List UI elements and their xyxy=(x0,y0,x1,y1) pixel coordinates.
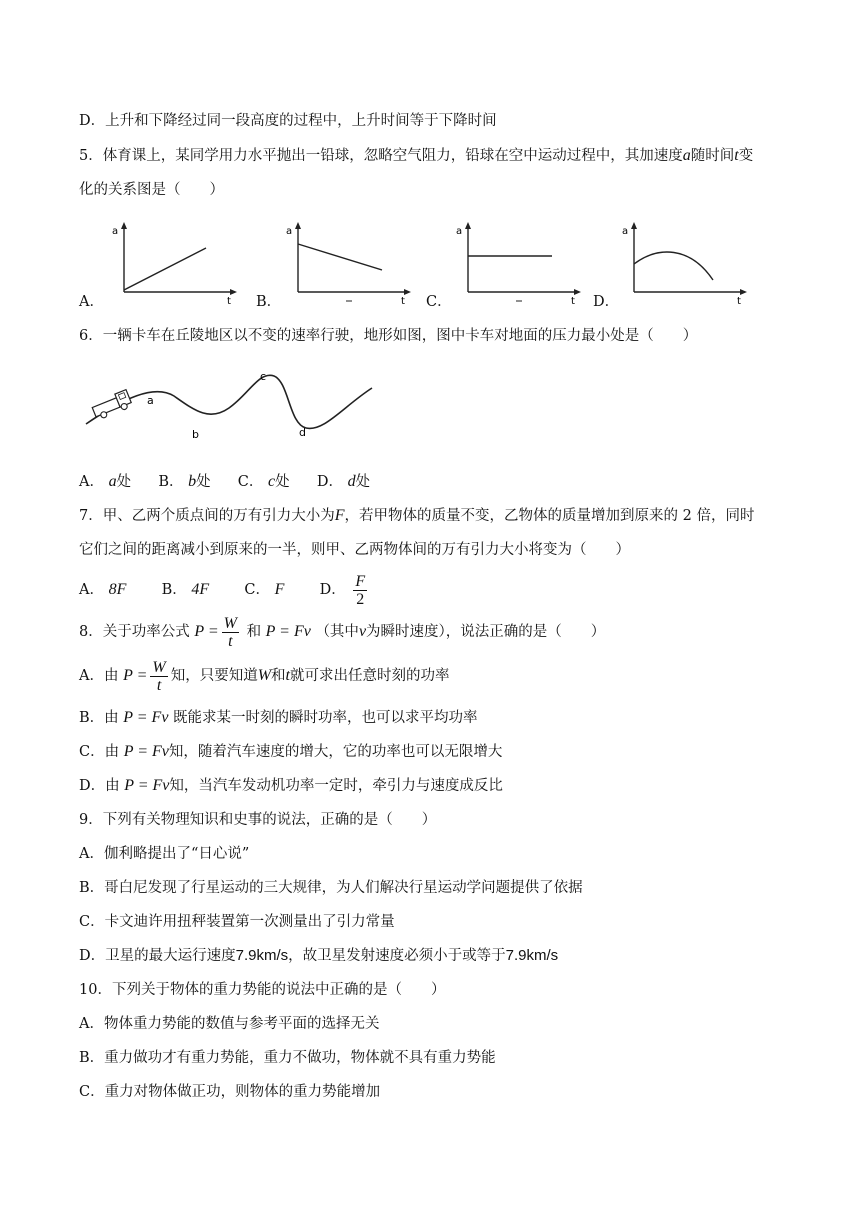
q6-point-c: c xyxy=(260,370,267,383)
q5-axis-x-label: t xyxy=(401,296,405,304)
q9-d-speed2: 7.9km/s xyxy=(505,947,559,964)
q7-option-b-label: B． xyxy=(161,582,187,598)
q4-option-d: D．上升和下降经过同一段高度的过程中，上升时间等于下降时间 xyxy=(79,113,497,129)
q8-a-den: t xyxy=(156,676,162,694)
q6-option-d-var: d xyxy=(347,473,356,490)
q6-option-a-suffix: 处 xyxy=(116,474,132,490)
q5-option-a: A． xyxy=(79,294,104,310)
q8-c-text: C．由 xyxy=(79,744,120,760)
q9-option-d xyxy=(79,946,558,966)
q5-axis-x-label: t xyxy=(571,296,575,304)
q8-d-text: 知，当汽车发动机功率一定时，牵引力与速度成反比 xyxy=(169,778,503,794)
q8-a-lhs: P = xyxy=(123,667,148,684)
q6-point-d: d xyxy=(299,426,306,439)
q8-formula2: P = Fv xyxy=(265,623,311,640)
q8-text: 为瞬时速度），说法正确的是（ ） xyxy=(366,624,606,640)
q8-a-var-w: W xyxy=(257,667,272,684)
q7-option-d-fraction xyxy=(353,573,367,608)
q8-a-text: 就可求出任意时刻的功率 xyxy=(289,668,450,684)
q5-graph-a xyxy=(108,222,238,304)
q9-option-c: C．卡文迪许用扭秤装置第一次测量出了引力常量 xyxy=(79,914,395,930)
q6-point-a: a xyxy=(147,394,154,407)
q6-option-b-label: B． xyxy=(158,474,184,490)
q6-option-b-suffix: 处 xyxy=(196,474,211,490)
q7-option-d-den: 2 xyxy=(356,590,365,608)
q6-option-d-suffix: 处 xyxy=(355,474,371,490)
q5-axis-y-label: a xyxy=(456,226,463,237)
q10-option-b: B．重力做功才有重力势能，重力不做功，物体就不具有重力势能 xyxy=(79,1050,496,1066)
q6-option-d-label: D． xyxy=(316,474,343,490)
q5-graph-d xyxy=(618,222,748,304)
q8-stem xyxy=(79,614,605,652)
q6-option-c-var: c xyxy=(268,473,276,490)
q5-text: 5．体育课上，某同学用力水平抛出一铅球，忽略空气阻力，铅球在空中运动过程中，其加速度 xyxy=(79,148,683,164)
q8-a-text: 和 xyxy=(271,668,286,684)
q8-formula1-fraction xyxy=(222,615,239,650)
q5-text: 随时间 xyxy=(690,148,735,164)
q5-option-d: D． xyxy=(593,294,620,310)
q7-stem-line2: 它们之间的距离减小到原来的一半，则甲、乙两物体间的万有引力大小将变为（ ） xyxy=(79,542,630,558)
q8-option-c xyxy=(79,742,502,762)
q8-a-fraction xyxy=(150,659,167,694)
q7-option-d-label: D． xyxy=(319,582,346,598)
q9-d-text: D．卫星的最大运行速度 xyxy=(79,948,236,964)
q7-options xyxy=(79,572,370,612)
q7-option-b: 4F xyxy=(191,581,210,598)
q8-b-formula: P = Fv xyxy=(123,709,169,726)
q5-option-b: B． xyxy=(256,294,282,310)
q7-option-a-label: A． xyxy=(79,582,104,598)
q8-c-text: 知，随着汽车速度的增大，它的功率也可以无限增大 xyxy=(168,744,503,760)
q8-var-v: v xyxy=(358,623,367,640)
q6-option-b-var: b xyxy=(188,473,197,490)
q8-a-text: 知，只要知道 xyxy=(170,668,258,684)
q8-formula1-num: W xyxy=(223,614,237,632)
q6-option-c-label: C． xyxy=(237,474,264,490)
q8-text: 8．关于功率公式 xyxy=(79,624,190,640)
q5-var-t: t xyxy=(734,147,739,164)
q5-graph-c xyxy=(452,222,582,304)
q7-var-f: F xyxy=(334,507,345,524)
q7-option-c-label: C． xyxy=(244,582,270,598)
q9-stem: 9．下列有关物理知识和史事的说法，正确的是（ ） xyxy=(79,812,437,828)
q8-text: （其中 xyxy=(315,624,359,640)
q7-option-a: 8F xyxy=(108,581,127,598)
q5-graph-b xyxy=(282,222,412,304)
q6-point-b: b xyxy=(192,428,199,441)
q10-stem: 10．下列关于物体的重力势能的说法中正确的是（ ） xyxy=(79,982,446,998)
q7-text: ，若甲物体的质量不变，乙物体的质量增加到原来的 2 倍，同时 xyxy=(344,508,755,524)
q6-option-a-label: A． xyxy=(79,474,104,490)
q8-option-d xyxy=(79,776,503,796)
q5-axis-y-label: a xyxy=(112,226,119,237)
q8-a-num: W xyxy=(152,658,166,676)
q5-axis-y-label: a xyxy=(286,226,293,237)
q7-stem-line1 xyxy=(79,506,754,526)
q8-b-text: B．由 xyxy=(79,710,119,726)
q9-option-a: A．伽利略提出了“日心说” xyxy=(79,846,250,862)
q9-d-speed1: 7.9km/s xyxy=(235,947,289,964)
q6-option-a-var: a xyxy=(108,473,117,490)
q5-stem-line2: 化的关系图是（ ） xyxy=(79,182,224,198)
q8-b-text: 既能求某一时刻的瞬时功率，也可以求平均功率 xyxy=(173,710,478,726)
q5-stem-line1 xyxy=(79,146,753,166)
q8-formula1-lhs: P = xyxy=(194,623,219,640)
q8-a-text: A．由 xyxy=(79,668,119,684)
q9-d-text: ，故卫星发射速度必须小于或等于 xyxy=(288,948,506,964)
q5-axis-y-label: a xyxy=(622,226,629,237)
q7-option-c: F xyxy=(274,581,285,598)
truck-icon xyxy=(91,390,133,421)
q6-options xyxy=(79,472,370,492)
q5-axis-x-label: t xyxy=(737,296,741,304)
q5-axis-x-label: t xyxy=(227,296,231,304)
q8-formula1-den: t xyxy=(228,632,233,650)
q5-var-a: a xyxy=(682,147,691,164)
q10-option-a: A．物体重力势能的数值与参考平面的选择无关 xyxy=(79,1016,380,1032)
q7-option-d-num: F xyxy=(355,572,366,590)
q8-a-var-t: t xyxy=(285,667,290,684)
q8-c-formula: P = Fv xyxy=(123,743,169,760)
q8-text: 和 xyxy=(246,624,262,640)
q7-text: 7．甲、乙两个质点间的万有引力大小为 xyxy=(79,508,335,524)
q5-option-c: C． xyxy=(426,294,452,310)
q6-stem: 6．一辆卡车在丘陵地区以不变的速率行驶，地形如图，图中卡车对地面的压力最小处是（ ） xyxy=(79,328,698,344)
q9-option-b: B．哥白尼发现了行星运动的三大规律，为人们解决行星运动学问题提供了依据 xyxy=(79,880,583,896)
q6-option-c-suffix: 处 xyxy=(275,474,290,490)
q8-option-a xyxy=(79,658,449,696)
q6-terrain-diagram xyxy=(84,366,384,446)
q10-option-c: C．重力对物体做正功，则物体的重力势能增加 xyxy=(79,1084,381,1100)
q8-d-text: D．由 xyxy=(79,778,120,794)
q5-text: 变 xyxy=(738,148,754,164)
q8-d-formula: P = Fv xyxy=(124,777,170,794)
q8-option-b xyxy=(79,708,478,728)
